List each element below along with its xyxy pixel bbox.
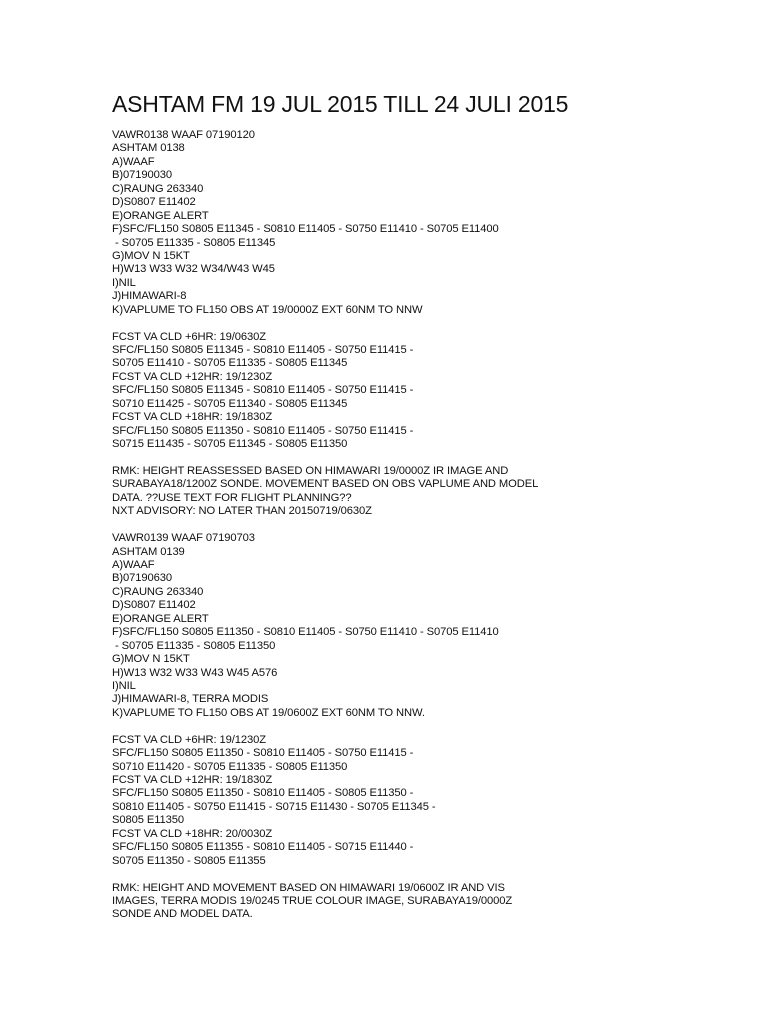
text-line: C)RAUNG 263340 [112, 182, 204, 195]
blank-line [112, 868, 752, 881]
document-body [112, 129, 752, 922]
text-line: SFC/FL150 S0805 E11345 - S0810 E11405 - S0750 E11415 - [112, 384, 414, 397]
text-line: S0710 E11420 - S0705 E11335 - S0805 E11350 [112, 760, 348, 773]
text-line: I)NIL [112, 276, 136, 289]
text-line: SFC/FL150 S0805 E11345 - S0810 E11405 - S0750 E11415 - [112, 344, 414, 356]
text-line: C)RAUNG 263340 [112, 585, 204, 598]
text-line: E)ORANGE ALERT [112, 612, 209, 625]
text-line: S0710 E11425 - S0705 E11340 - S0805 E11345 [112, 397, 348, 410]
text-line: F)SFC/FL150 S0805 E11345 - S0810 E11405 - S0750 E11410 - S0705 E11400 [112, 223, 499, 236]
text-line: B)07190030 [112, 169, 172, 182]
text-line: S0805 E11350 [112, 814, 184, 827]
text-line: DATA. ??USE TEXT FOR FLIGHT PLANNING?? [112, 491, 352, 504]
text-line: FCST VA CLD +12HR: 19/1230Z [112, 370, 273, 383]
text-line: D)S0807 E11402 [112, 599, 196, 612]
text-line: S0715 E11435 - S0705 E11345 - S0805 E11350 [112, 438, 348, 451]
text-line: A)WAAF [112, 559, 155, 571]
text-line: SFC/FL150 S0805 E11350 - S0810 E11405 - S0805 E11350 - [112, 787, 414, 800]
text-line: SFC/FL150 S0805 E11350 - S0810 E11405 - S0750 E11415 - [112, 747, 414, 760]
text-line: K)VAPLUME TO FL150 OBS AT 19/0000Z EXT 60NM TO NNW [112, 303, 423, 316]
text-line: F)SFC/FL150 S0805 E11350 - S0810 E11405 - S0750 E11410 - S0705 E11410 [112, 626, 499, 639]
text-line: RMK: HEIGHT AND MOVEMENT BASED ON HIMAWARI 19/0600Z IR AND VIS [112, 881, 505, 894]
text-line: NXT ADVISORY: NO LATER THAN 20150719/0630Z [112, 505, 372, 518]
text-line: FCST VA CLD +18HR: 19/1830Z [112, 411, 273, 424]
text-line: K)VAPLUME TO FL150 OBS AT 19/0600Z EXT 60NM TO NNW. [112, 706, 425, 719]
text-line: SONDE AND MODEL DATA. [112, 908, 253, 921]
text-line: RMK: HEIGHT REASSESSED BASED ON HIMAWARI 19/0000Z IR IMAGE AND [112, 464, 509, 477]
text-line: S0705 E11350 - S0805 E11355 [112, 854, 266, 867]
text-line: J)HIMAWARI-8, TERRA MODIS [112, 693, 269, 706]
text-line: VAWR0138 WAAF 07190120 [112, 129, 255, 141]
text-line: FCST VA CLD +6HR: 19/0630Z [112, 330, 266, 343]
text-line: ASHTAM 0138 [112, 142, 185, 155]
text-line: SFC/FL150 S0805 E11350 - S0810 E11405 - S0750 E11415 - [112, 424, 414, 437]
text-line: I)NIL [112, 679, 136, 692]
text-line: SFC/FL150 S0805 E11355 - S0810 E11405 - S0715 E11440 - [112, 841, 414, 854]
text-line: D)S0807 E11402 [112, 196, 196, 209]
text-line: S0705 E11410 - S0705 E11335 - S0805 E11345 [112, 357, 348, 370]
text-line: H)W13 W32 W33 W43 W45 A576 [112, 666, 278, 679]
text-line: FCST VA CLD +12HR: 19/1830Z [112, 774, 273, 786]
text-line: SURABAYA18/1200Z SONDE. MOVEMENT BASED ON OBS VAPLUME AND MODEL [112, 478, 539, 491]
text-line: IMAGES, TERRA MODIS 19/0245 TRUE COLOUR IMAGE, SURABAYA19/0000Z [112, 894, 513, 907]
text-line: A)WAAF [112, 155, 155, 168]
text-line: B)07190630 [112, 572, 172, 585]
text-line: ASHTAM 0139 [112, 545, 185, 558]
text-line: VAWR0139 WAAF 07190703 [112, 532, 255, 545]
blank-line [112, 519, 752, 532]
text-line: J)HIMAWARI-8 [112, 290, 187, 303]
document-title: ASHTAM FM 19 JUL 2015 TILL 24 JULI 2015 [112, 91, 569, 117]
text-line: E)ORANGE ALERT [112, 209, 209, 222]
text-line: H)W13 W33 W32 W34/W43 W45 [112, 263, 275, 276]
text-line: FCST VA CLD +18HR: 20/0030Z [112, 827, 273, 840]
text-line: - S0705 E11335 - S0805 E11345 [112, 236, 276, 249]
text-line: - S0705 E11335 - S0805 E11350 [112, 639, 276, 652]
blank-line [112, 452, 752, 465]
text-line: G)MOV N 15KT [112, 653, 190, 666]
text-line: S0810 E11405 - S0750 E11415 - S0715 E11430 - S0705 E11345 - [112, 800, 436, 813]
text-line: FCST VA CLD +6HR: 19/1230Z [112, 733, 266, 746]
blank-line [112, 720, 752, 733]
blank-line [112, 317, 752, 330]
text-line: G)MOV N 15KT [112, 249, 190, 262]
